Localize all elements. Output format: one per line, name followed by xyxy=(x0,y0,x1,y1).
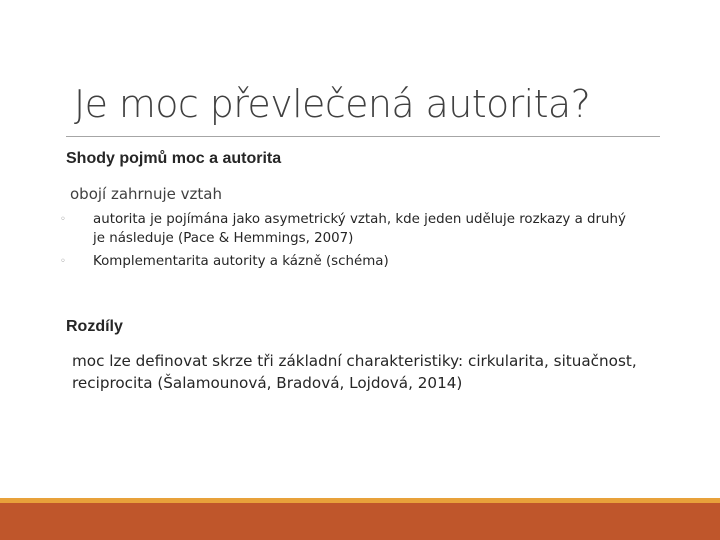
slide-title: Je moc převlečená autorita? xyxy=(74,82,591,126)
bullet-list xyxy=(60,210,660,271)
bullet-text: Komplementarita autority a kázně (schéma) xyxy=(93,254,389,269)
bullet-item xyxy=(60,252,660,271)
bullet-circle-icon: ◦ xyxy=(60,214,66,225)
section-heading-similarities: Shody pojmů moc a autorita xyxy=(66,150,282,167)
title-divider xyxy=(66,136,660,137)
bullet-text: autorita je pojímána jako asymetrický vztah, kde jeden uděluje rozkazy a druhý je následuje (Pace & Hemmings, 2007) xyxy=(93,212,626,246)
footer-bar xyxy=(0,503,720,540)
differences-text: moc lze definovat skrze tři základní charakteristiky: cirkularita, situačnost, reciprocita (Šalamounová, Bradová, Lojdová, 2014) xyxy=(72,352,637,392)
bullet-item xyxy=(60,210,660,248)
section-heading-differences: Rozdíly xyxy=(66,318,123,335)
bullet-circle-icon: ◦ xyxy=(60,256,66,267)
similarities-intro: obojí zahrnuje vztah xyxy=(70,185,222,203)
